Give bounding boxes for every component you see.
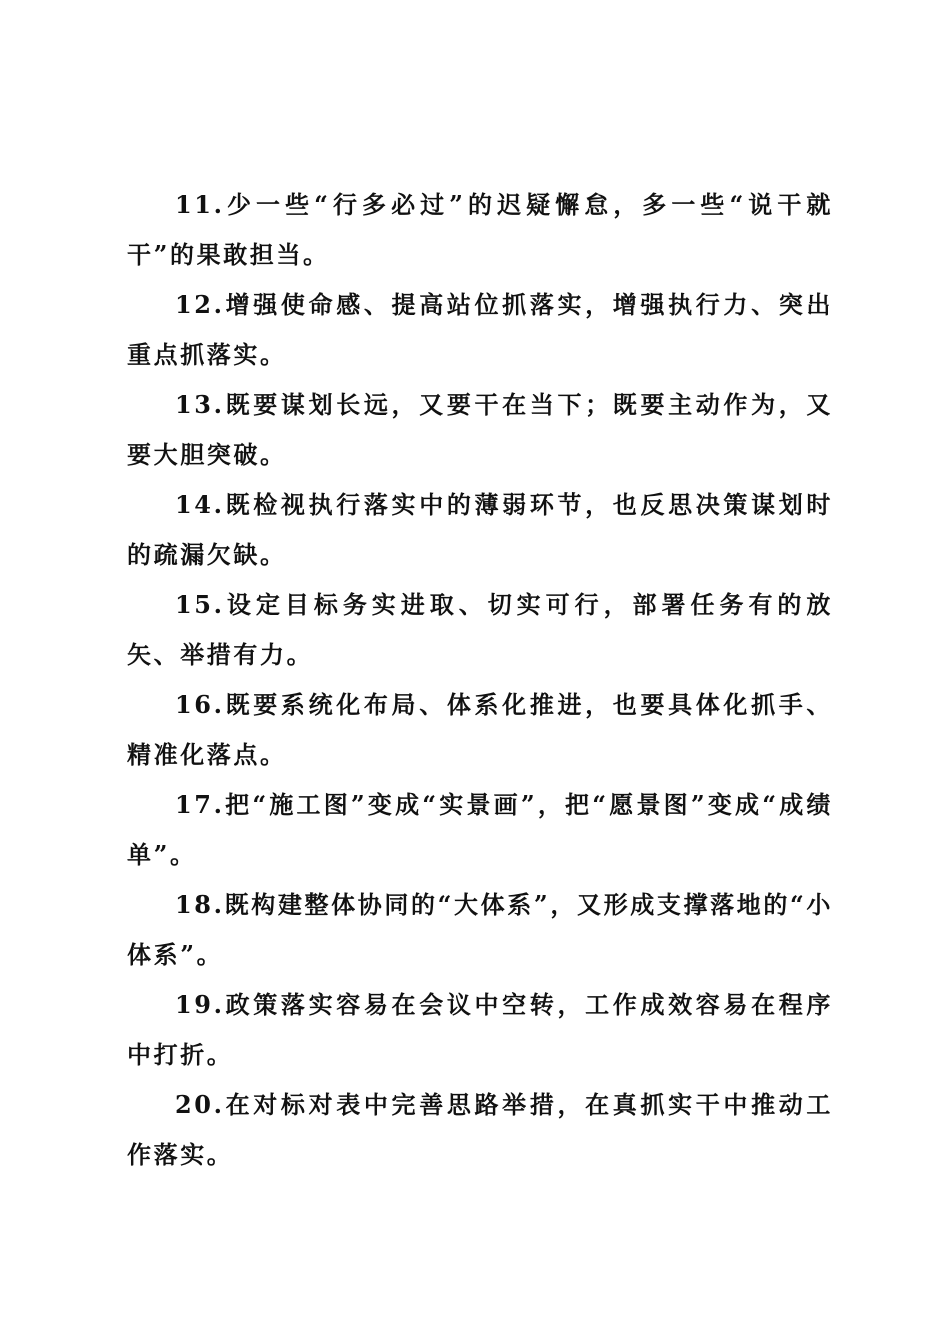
list-item: 11.少一些“行多必过”的迟疑懈怠，多一些“说干就干”的果敢担当。 xyxy=(127,190,833,269)
list-item: 13.既要谋划长远，又要干在当下；既要主动作为，又要大胆突破。 xyxy=(127,390,833,469)
list-item: 20.在对标对表中完善思路举措，在真抓实干中推动工作落实。 xyxy=(127,1090,833,1169)
list-item: 15.设定目标务实进取、切实可行，部署任务有的放矢、举措有力。 xyxy=(127,590,833,669)
list-item: 18.既构建整体协同的“大体系”，又形成支撑落地的“小体系”。 xyxy=(127,890,833,969)
list-item: 17.把“施工图”变成“实景画”，把“愿景图”变成“成绩单”。 xyxy=(127,790,833,869)
list-item: 19.政策落实容易在会议中空转，工作成效容易在程序中打折。 xyxy=(127,990,833,1069)
list-item: 14.既检视执行落实中的薄弱环节，也反思决策谋划时的疏漏欠缺。 xyxy=(127,490,833,569)
list-item: 12.增强使命感、提高站位抓落实，增强执行力、突出重点抓落实。 xyxy=(127,290,833,369)
list-item: 16.既要系统化布局、体系化推进，也要具体化抓手、精准化落点。 xyxy=(127,690,833,769)
document-body xyxy=(127,180,833,1180)
